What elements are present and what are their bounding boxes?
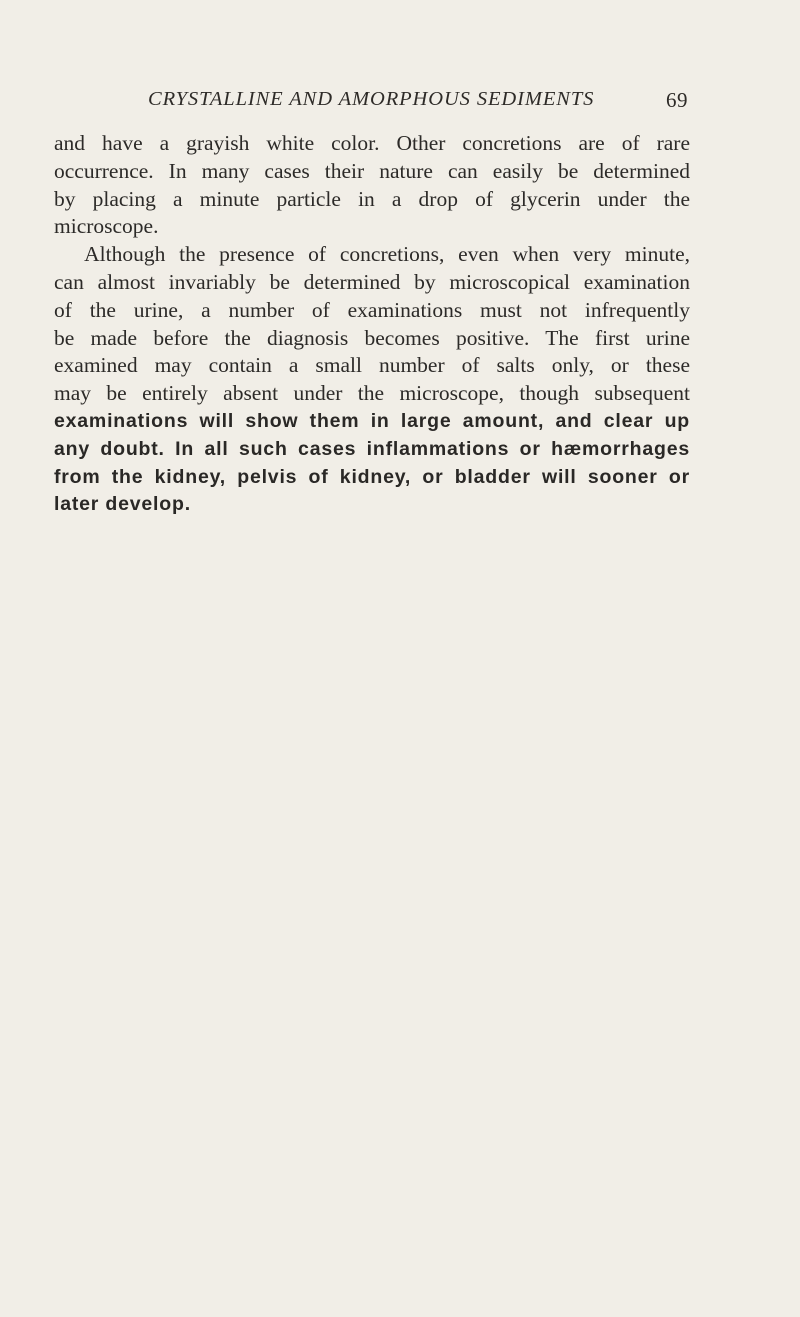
text-line: examinations will show them in large amount, and clear up [54, 409, 690, 432]
text-line: and have a grayish white color. Other concretions are of rare [54, 131, 690, 155]
body-text [54, 130, 690, 519]
text-line: any doubt. In all such cases inflammations or hæmorrhages [54, 437, 690, 460]
text-line: be made before the diagnosis becomes positive. The first urine [54, 325, 690, 350]
text-line: may be entirely absent under the microscope, though subsequent [54, 381, 690, 406]
running-title: CRYSTALLINE AND AMORPHOUS SEDIMENTS [148, 88, 595, 110]
text-line: occurrence. In many cases their nature can easily be determined [54, 158, 690, 183]
text-line: examined may contain a small number of salts only, or these [54, 353, 690, 378]
text-line: later develop. [54, 493, 191, 516]
text-line: from the kidney, pelvis of kidney, or bladder will sooner or [54, 465, 690, 488]
text-line: of the urine, a number of examinations must not infrequently [54, 297, 690, 322]
running-head [148, 88, 688, 118]
text-line: Although the presence of concretions, even when very minute, [84, 242, 690, 267]
text-line: microscope. [54, 214, 159, 239]
text-line: by placing a minute particle in a drop of glycerin under the [54, 186, 690, 211]
text-line: can almost invariably be determined by microscopical examination [54, 269, 690, 294]
page-number: 69 [666, 88, 688, 112]
